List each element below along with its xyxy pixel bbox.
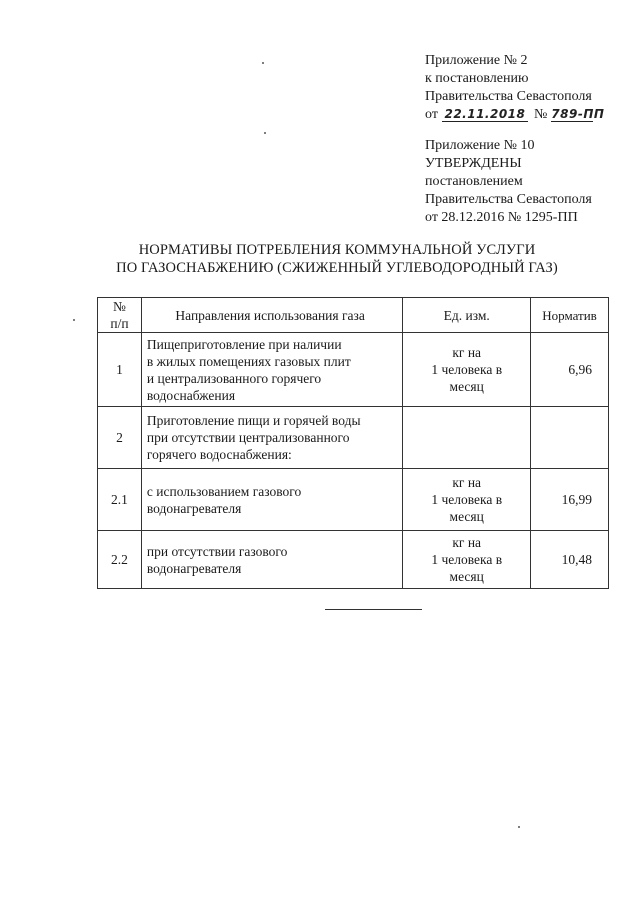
table-row bbox=[98, 407, 609, 469]
scan-speck bbox=[518, 826, 520, 828]
document-title-line-1: НОРМАТИВЫ ПОТРЕБЛЕНИЯ КОММУНАЛЬНОЙ УСЛУГИ bbox=[138, 242, 536, 258]
document-title-line-2: ПО ГАЗОСНАБЖЕНИЮ (СЖИЖЕННЫЙ УГЛЕВОДОРОДНЫЙ ГАЗ) bbox=[116, 260, 558, 276]
direction-line: Приготовление пищи и горячей воды bbox=[146, 413, 361, 428]
unit-line: кг на bbox=[452, 535, 482, 550]
row-norm-value: 16,99 bbox=[531, 469, 609, 531]
row-unit bbox=[403, 531, 531, 589]
by-resolution: постановлением bbox=[425, 174, 523, 189]
row-norm-value: 6,96 bbox=[531, 333, 609, 407]
direction-line: водонагревателя bbox=[146, 560, 242, 576]
unit-line: месяц bbox=[449, 569, 484, 584]
scan-speck bbox=[264, 132, 266, 134]
unit-line: 1 человека в bbox=[431, 492, 503, 507]
norms-table bbox=[97, 297, 609, 589]
row-direction bbox=[141, 407, 402, 469]
direction-line: водоснабжения bbox=[146, 387, 236, 403]
row-norm-value bbox=[531, 407, 609, 469]
direction-line: горячего водоснабжения: bbox=[146, 447, 292, 462]
handwritten-date: 22.11.2018 bbox=[442, 107, 528, 122]
direction-line: Пищеприготовление при наличии bbox=[146, 336, 342, 352]
table-row bbox=[98, 469, 609, 531]
unit-line: кг на bbox=[452, 475, 482, 490]
appendix-2-date-line bbox=[425, 106, 625, 124]
unit-line: месяц bbox=[449, 509, 484, 524]
appendix-2-to-resolution: к постановлению bbox=[425, 71, 529, 86]
header-num-line-2: п/п bbox=[110, 316, 129, 331]
row-unit bbox=[403, 407, 531, 469]
header-num-line-1: № bbox=[113, 299, 126, 314]
appendix-2-government: Правительства Севастополя bbox=[425, 89, 592, 104]
direction-line: с использованием газового bbox=[146, 483, 302, 499]
row-direction bbox=[141, 531, 402, 589]
appendix-2-header bbox=[425, 52, 625, 124]
row-direction bbox=[141, 333, 402, 407]
table-header-row bbox=[98, 298, 609, 333]
row-num: 2 bbox=[98, 407, 142, 469]
header-unit: Ед. изм. bbox=[403, 298, 531, 333]
row-unit bbox=[403, 469, 531, 531]
scan-speck bbox=[73, 319, 75, 321]
unit-line: 1 человека в bbox=[431, 552, 503, 567]
number-label: № bbox=[533, 107, 548, 122]
direction-line: в жилых помещениях газовых плит bbox=[146, 353, 351, 369]
appendix-2-title: Приложение № 2 bbox=[425, 53, 528, 68]
header-norm: Норматив bbox=[531, 298, 609, 333]
header-direction: Направления использования газа bbox=[141, 298, 402, 333]
row-norm-value: 10,48 bbox=[531, 531, 609, 589]
closing-line bbox=[325, 609, 422, 610]
appendix-10-header bbox=[425, 137, 625, 227]
direction-line: при отсутствии централизованного bbox=[146, 430, 350, 445]
unit-line: месяц bbox=[449, 379, 484, 394]
direction-line: и централизованного горячего bbox=[146, 370, 322, 386]
table-row bbox=[98, 531, 609, 589]
unit-line: 1 человека в bbox=[431, 362, 503, 377]
scan-speck bbox=[262, 62, 264, 64]
unit-line: кг на bbox=[452, 345, 482, 360]
row-num: 1 bbox=[98, 333, 142, 407]
header-num bbox=[98, 298, 142, 333]
row-num: 2.2 bbox=[98, 531, 142, 589]
appendix-10-title: Приложение № 10 bbox=[425, 138, 535, 153]
handwritten-number: 789-ПП bbox=[551, 107, 605, 121]
row-num: 2.1 bbox=[98, 469, 142, 531]
row-unit bbox=[403, 333, 531, 407]
appendix-10-government: Правительства Севастополя bbox=[425, 192, 592, 207]
appendix-10-date-number: от 28.12.2016 № 1295-ПП bbox=[425, 210, 578, 225]
direction-line: водонагревателя bbox=[146, 500, 242, 516]
table-row bbox=[98, 333, 609, 407]
approved-label: УТВЕРЖДЕНЫ bbox=[425, 156, 522, 171]
from-label: от bbox=[425, 107, 438, 122]
direction-line: при отсутствии газового bbox=[146, 543, 288, 559]
row-direction bbox=[141, 469, 402, 531]
